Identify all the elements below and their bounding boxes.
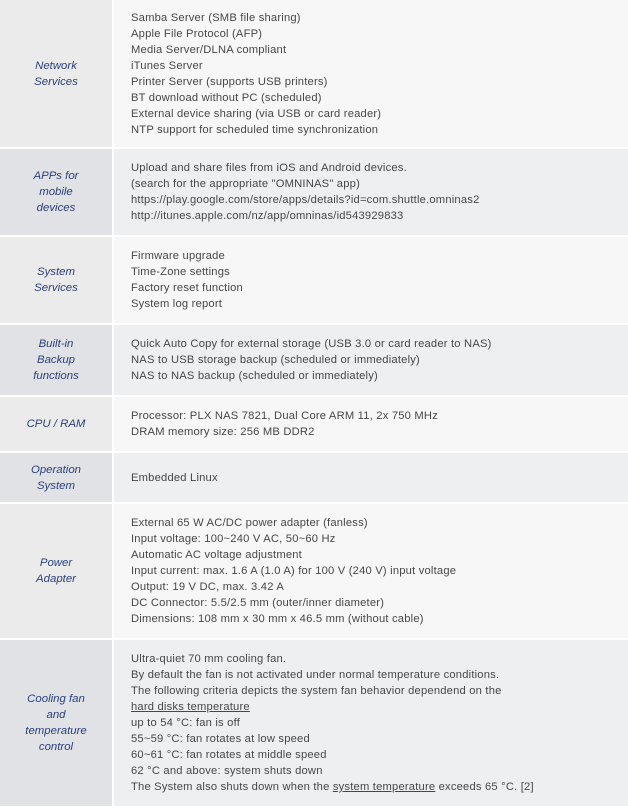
label-cell	[0, 325, 114, 395]
label-cell	[0, 237, 114, 323]
value-cell	[114, 397, 628, 451]
row-cpu-ram	[0, 397, 628, 453]
spec-line: DC Connector: 5.5/2.5 mm (outer/inner diameter)	[131, 597, 385, 609]
row-label: Operation System	[30, 463, 82, 492]
spec-line: Output: 19 V DC, max. 3.42 A	[131, 581, 284, 593]
spec-line: By default the fan is not activated under normal temperature conditions.	[131, 669, 500, 681]
spec-line: Processor: PLX NAS 7821, Dual Core ARM 11, 2x 750 MHz	[131, 410, 438, 422]
spec-line: Ultra-quiet 70 mm cooling fan.	[131, 653, 287, 665]
row-label: Network Services	[34, 59, 78, 88]
label-cell	[0, 397, 114, 451]
spec-line: http://itunes.apple.com/nz/app/omninas/id543929833	[131, 210, 404, 222]
row-label: Built-in Backup functions	[33, 338, 79, 382]
row-backup-functions	[0, 325, 628, 397]
spec-line: System log report	[131, 298, 223, 310]
value-cell	[114, 325, 628, 395]
label-cell	[0, 640, 114, 806]
spec-line: 62 °C and above: system shuts down	[131, 765, 323, 777]
spec-line: DRAM memory size: 256 MB DDR2	[131, 426, 315, 438]
spec-line: The following criteria depicts the system fan behavior dependend on the	[131, 685, 502, 697]
row-power-adapter	[0, 504, 628, 640]
row-label: CPU / RAM	[26, 418, 86, 430]
spec-line: NAS to NAS backup (scheduled or immediately)	[131, 370, 378, 382]
spec-line: Media Server/DLNA compliant	[131, 43, 287, 56]
value-cell	[114, 0, 628, 147]
row-apps-mobile	[0, 149, 628, 237]
row-label: Cooling fan and temperature control	[25, 693, 87, 753]
value-cell	[114, 149, 628, 235]
row-cooling-fan	[0, 640, 628, 808]
spec-line: Input voltage: 100~240 V AC, 50~60 Hz	[131, 533, 336, 545]
value-cell	[114, 504, 628, 638]
row-label: Power Adapter	[36, 557, 76, 585]
spec-line: (search for the appropriate "OMNINAS" app)	[131, 178, 360, 190]
spec-line: Dimensions: 108 mm x 30 mm x 46.5 mm (without cable)	[131, 613, 424, 625]
system-temperature-link[interactable]: system temperature	[332, 781, 436, 793]
spec-line: Input current: max. 1.6 A (1.0 A) for 100 V (240 V) input voltage	[131, 565, 457, 577]
spec-line: Automatic AC voltage adjustment	[131, 549, 302, 561]
row-label: APPs for mobile devices	[33, 170, 79, 214]
spec-line: Printer Server (supports USB printers)	[131, 75, 328, 88]
spec-line: Embedded Linux	[131, 471, 218, 484]
label-cell	[0, 0, 114, 147]
spec-line: BT download without PC (scheduled)	[131, 91, 322, 104]
spec-line: 60~61 °C: fan rotates at middle speed	[131, 749, 327, 761]
label-cell	[0, 453, 114, 502]
value-cell	[114, 453, 628, 502]
spec-line: Upload and share files from iOS and Android devices.	[131, 162, 407, 174]
spec-line: NAS to USB storage backup (scheduled or immediately)	[131, 354, 420, 366]
spec-line: Samba Server (SMB file sharing)	[131, 11, 301, 24]
row-operation-system	[0, 453, 628, 504]
spec-line: External 65 W AC/DC power adapter (fanless)	[131, 517, 368, 529]
spec-line: 55~59 °C: fan rotates at low speed	[131, 733, 310, 745]
spec-line: NTP support for scheduled time synchronization	[131, 123, 379, 136]
row-label: System Services	[34, 266, 78, 294]
spec-line: https://play.google.com/store/apps/details?id=com.shuttle.omninas2	[131, 194, 480, 206]
spec-line: iTunes Server	[131, 59, 203, 72]
row-network-services	[0, 0, 628, 149]
spec-line: Factory reset function	[131, 282, 243, 294]
spec-line: Apple File Protocol (AFP)	[131, 27, 263, 40]
value-cell	[114, 640, 628, 806]
label-cell	[0, 504, 114, 638]
hard-disks-temperature-link[interactable]: hard disks temperature	[131, 701, 250, 713]
spec-line: External device sharing (via USB or card reader)	[131, 107, 382, 120]
spec-line: Firmware upgrade	[131, 250, 225, 262]
system-temperature-line: The System also shuts down when the system temperature exceeds 65 °C. [2]	[131, 781, 534, 793]
spec-line: Time-Zone settings	[131, 266, 230, 278]
spec-line: up to 54 °C: fan is off	[131, 717, 240, 729]
spec-line: Quick Auto Copy for external storage (USB 3.0 or card reader to NAS)	[131, 338, 492, 350]
row-system-services	[0, 237, 628, 325]
value-cell	[114, 237, 628, 323]
label-cell	[0, 149, 114, 235]
